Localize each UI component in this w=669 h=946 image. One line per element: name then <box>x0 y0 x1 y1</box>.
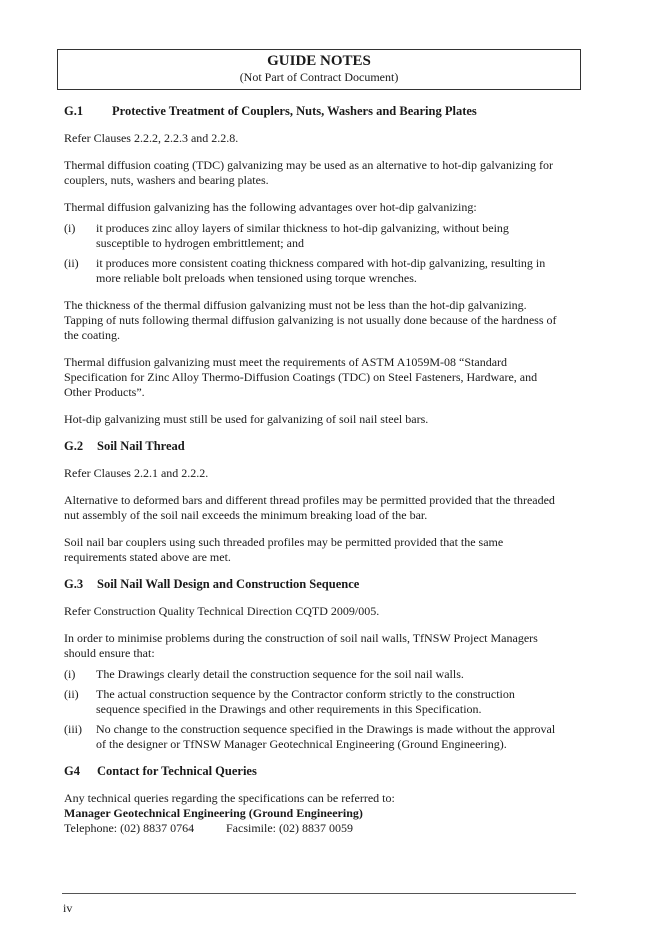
section-number: G.3 <box>64 577 84 591</box>
header-title: GUIDE NOTES <box>267 53 371 69</box>
section-number: G.1 <box>64 104 84 118</box>
paragraph: Refer Clauses 2.2.1 and 2.2.2. <box>64 466 209 480</box>
facsimile: Facsimile: (02) 8837 0059 <box>226 821 353 835</box>
section-g2-heading <box>64 439 580 454</box>
section-title: Contact for Technical Queries <box>97 764 257 778</box>
contact-numbers <box>64 821 580 836</box>
section-title: Soil Nail Thread <box>97 439 185 453</box>
section-title: Soil Nail Wall Design and Construction Sequence <box>97 577 360 591</box>
section-g1-heading <box>64 104 580 119</box>
guide-notes-header <box>57 49 581 90</box>
list-item: (i) it produces zinc alloy layers of similar thickness to hot-dip galvanizing, without being susceptible to hydrogen embrittlement; and <box>64 221 509 250</box>
paragraph: Hot-dip galvanizing must still be used for galvanizing of soil nail steel bars. <box>64 412 429 426</box>
paragraph: Thermal diffusion galvanizing must meet the requirements of ASTM A1059M-08 “Standard Specification for Zinc Alloy Thermo-Diffusion Coatings (TDC) on Steel Fasteners, Hardware, and Other Products”. <box>64 355 538 399</box>
header-subtitle: (Not Part of Contract Document) <box>239 70 399 84</box>
advantages-list <box>64 221 580 286</box>
contact-name: Manager Geotechnical Engineering (Ground Engineering) <box>64 806 363 820</box>
document-body <box>64 104 580 836</box>
paragraph: Thermal diffusion galvanizing has the following advantages over hot-dip galvanizing: <box>64 200 477 214</box>
paragraph: The thickness of the thermal diffusion galvanizing must not be less than the hot-dip galvanizing. Tapping of nuts following thermal diffusion galvanizing is not usually done because of the hardness of the coating. <box>64 298 557 342</box>
paragraph: In order to minimise problems during the construction of soil nail walls, TfNSW Project Managers should ensure that: <box>64 631 538 660</box>
section-g3-heading <box>64 577 580 592</box>
footer-divider <box>62 893 576 894</box>
paragraph: Any technical queries regarding the specifications can be referred to: <box>64 791 395 805</box>
list-item: (iii) No change to the construction sequence specified in the Drawings is made without the approval of the designer or TfNSW Manager Geotechnical Engineering (Ground Engineering). <box>64 722 556 751</box>
paragraph: Soil nail bar couplers using such threaded profiles may be permitted provided that the same requirements stated above are met. <box>64 535 504 564</box>
paragraph: Refer Clauses 2.2.2, 2.2.3 and 2.2.8. <box>64 131 239 145</box>
list-item: (i) The Drawings clearly detail the construction sequence for the soil nail walls. <box>64 667 464 681</box>
section-title: Protective Treatment of Couplers, Nuts, Washers and Bearing Plates <box>112 104 477 118</box>
telephone: Telephone: (02) 8837 0764 <box>64 821 195 835</box>
list-item: (ii) The actual construction sequence by the Contractor conform strictly to the construction sequence specified in the Drawings and other requirements in this Specification. <box>64 687 515 716</box>
paragraph: Refer Construction Quality Technical Direction CQTD 2009/005. <box>64 604 380 618</box>
section-number: G4 <box>64 764 80 778</box>
page-number: iv <box>63 901 73 915</box>
paragraph: Alternative to deformed bars and different thread profiles may be permitted provided that the threaded nut assembly of the soil nail exceeds the minimum breaking load of the bar. <box>64 493 555 522</box>
section-number: G.2 <box>64 439 84 453</box>
list-item: (ii) it produces more consistent coating thickness compared with hot-dip galvanizing, resulting in more reliable bolt preloads when tensioned using torque wrenches. <box>64 256 546 285</box>
paragraph: Thermal diffusion coating (TDC) galvanizing may be used as an alternative to hot-dip galvanizing for couplers, nuts, washers and bearing plates. <box>64 158 553 187</box>
construction-list <box>64 667 580 752</box>
section-g4-heading <box>64 764 580 779</box>
